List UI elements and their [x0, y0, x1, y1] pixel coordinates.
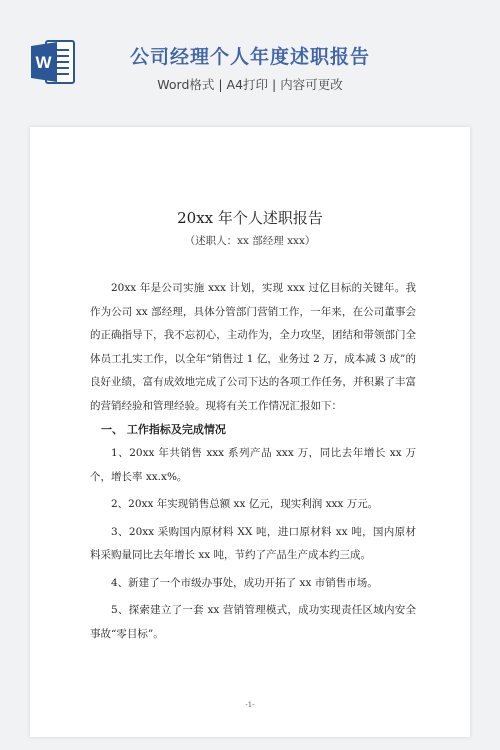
list-item: 4、新建了一个市级办事处，成功开拓了 xx 市销售市场。: [111, 576, 378, 589]
document-subtitle: （述职人：xx 部经理 xxx）: [184, 235, 316, 247]
svg-text:W: W: [35, 53, 52, 72]
list-item: 5、探索建立了一套 xx 营销管理模式，成功实现责任区域内安全事故“零目标”。: [90, 604, 416, 640]
list-item: 3、20xx 采购国内原材料 XX 吨，进口原材料 xx 吨，国内原材料采购量同比去年增长 xx 吨，节约了产品生产成本约三成。: [90, 525, 416, 561]
document-page: [30, 127, 470, 737]
document-body: [90, 277, 416, 646]
list-item: 2、20xx 年实现销售总额 xx 亿元，现实利润 xxx 万元。: [111, 498, 379, 510]
document-title: 20xx 年个人述职报告: [177, 209, 323, 227]
intro-paragraph: 20xx 年是公司实施 xxx 计划，实现 xxx 过亿目标的关键年。我作为公司 xx 部经理，具体分管部门营销工作，一年来，在公司董事会的正确指导下，我不忘初心，主动作为，全力攻坚，团结和带领部门全体员工扎实工作，以全年“销售过 1 亿，业务过 2 万，成本减 3 成”的良好业绩，富有成效地完成了公司下达的各项工作任务，并积累了丰富的营销经验和管理经验。现将有关工作情况汇报如下：: [90, 282, 416, 412]
page-header: [0, 0, 500, 115]
page-title: 公司经理个人年度述职报告: [129, 46, 370, 68]
list-item: 1、20xx 年共销售 xxx 系列产品 xxx 万，同比去年增长 xx 万个，增长率 xx.x%。: [90, 447, 416, 483]
page-subtitle: Word格式 | A4打印 | 内容可更改: [157, 77, 343, 92]
page-number: -1-: [245, 701, 255, 709]
section-heading: 一、 工作指标及完成情况: [101, 423, 226, 436]
